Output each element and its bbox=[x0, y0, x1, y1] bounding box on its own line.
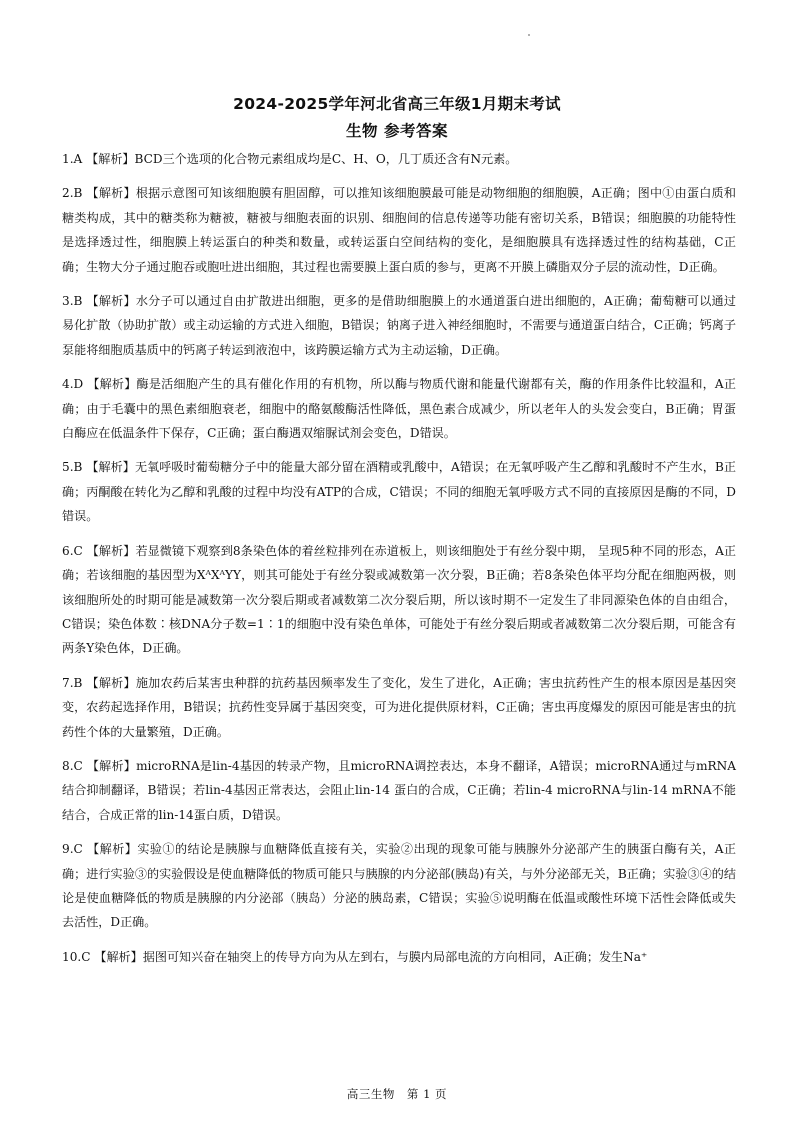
answer-number: 10.C bbox=[62, 949, 91, 964]
analysis-tag: 【解析】 bbox=[86, 186, 136, 201]
answer-text: 根据示意图可知该细胞膜有胆固醇，可以推知该细胞膜最可能是动物细胞的细胞膜，A正确；图中①由蛋白质和糖类构成，其中的糖类称为糖被，糖被与细胞表面的识别、细胞间的信息传递等功能有密切关系，B错误；细胞膜的功能特性是选择透过性，细胞膜上转运蛋白的种类和数量，或转运蛋白空间结构的变化，是细胞膜具有选择透过性的结构基础，C正确；生物大分子通过胞吞或胞吐进出细胞，其过程也需要膜上蛋白质的参与，更离不开膜上磷脂双分子层的流动性，D正确。 bbox=[62, 186, 736, 274]
answer-number: 3.B bbox=[62, 294, 83, 309]
page-footer: 高三生物 第 1 页 bbox=[346, 1087, 448, 1101]
answer-item bbox=[62, 147, 736, 171]
exam-title: 2024-2025学年河北省高三年级1月期末考试 bbox=[233, 95, 561, 113]
answer-text: 水分子可以通过自由扩散进出细胞，更多的是借助细胞膜上的水通道蛋白进出细胞的，A正确；葡萄糖可以通过易化扩散（协助扩散）或主动运输的方式进入细胞，B错误；钠离子进入神经细胞时，不需要与通道蛋白结合，C正确；钙离子泵能将细胞质基质中的钙离子转运到液泡中，该跨膜运输方式为主动运输，D正确。 bbox=[62, 294, 736, 357]
answer-number: 4.D bbox=[62, 377, 84, 392]
answer-item bbox=[62, 372, 736, 445]
answer-number: 1.A bbox=[62, 152, 83, 166]
answer-item bbox=[62, 754, 736, 827]
answer-text: 无氧呼吸时葡萄糖分子中的能量大部分留在酒精或乳酸中，A错误；在无氧呼吸产生乙醇和乳酸时不产生水，B正确；丙酮酸在转化为乙醇和乳酸的过程中均没有ATP的合成，C错误；不同的细胞无氧呼吸方式不同的直接原因是酶的不同，D错误。 bbox=[62, 460, 736, 524]
answer-text: 据图可知兴奋在轴突上的传导方向为从左到右，与膜内局部电流的方向相同，A正确；发生Na⁺ bbox=[142, 949, 648, 964]
analysis-tag: 【解析】 bbox=[87, 377, 137, 392]
answer-item bbox=[62, 671, 736, 744]
answer-item bbox=[62, 945, 736, 969]
answer-number: 5.B bbox=[62, 460, 83, 475]
answer-number: 7.B bbox=[62, 675, 83, 690]
analysis-tag: 【解析】 bbox=[86, 543, 136, 558]
scan-dot bbox=[528, 34, 530, 36]
analysis-tag: 【解析】 bbox=[86, 460, 135, 475]
answer-text: microRNA是lin-4基因的转录产物，且microRNA调控表达，本身不翻译，A错误；microRNA通过与mRNA结合抑制翻译，B错误；若lin-4基因正常表达，会阻止lin-14 蛋白的合成，C正确；若lin-4 microRNA与lin-14 mRNA不能结合，合成正常的lin-14蛋白质，D错误。 bbox=[62, 758, 736, 822]
analysis-tag: 【解析】 bbox=[87, 842, 138, 857]
answer-text: 若显微镜下观察到8条染色体的着丝粒排列在赤道板上，则该细胞处于有丝分裂中期， 呈现5种不同的形态，A正确；若该细胞的基因型为XᴬXᴬYY，则其可能处于有丝分裂或减数第一次分裂，B正确；若8条染色体平均分配在细胞两极，则该细胞所处的时期可能是减数第一次分裂后期或者减数第二次分裂后期，所以该时期不一定发生了非同源染色体的自由组合，C错误；染色体数∶核DNA分子数=1∶1的细胞中没有染色单体，可能处于有丝分裂后期或者减数第二次分裂后期，可能含有两条Y染色体，D正确。 bbox=[62, 543, 736, 656]
answer-number: 8.C bbox=[62, 758, 83, 773]
answer-item bbox=[62, 539, 736, 661]
answer-number: 2.B bbox=[62, 186, 83, 201]
answer-item bbox=[62, 181, 736, 279]
analysis-tag: 【解析】 bbox=[86, 152, 135, 166]
analysis-tag: 【解析】 bbox=[86, 675, 136, 690]
answer-text: 酶是活细胞产生的具有催化作用的有机物，所以酶与物质代谢和能量代谢都有关，酶的作用条件比较温和，A正确；由于毛囊中的黑色素细胞衰老，细胞中的酪氨酸酶活性降低，黑色素合成减少，所以老年人的头发会变白，B正确；胃蛋白酶应在低温条件下保存，C正确；蛋白酶遇双缩脲试剂会变色，D错误。 bbox=[62, 377, 736, 441]
analysis-tag: 【解析】 bbox=[86, 294, 136, 309]
answer-item bbox=[62, 837, 736, 935]
answer-item bbox=[62, 455, 736, 528]
answer-text: 实验①的结论是胰腺与血糖降低直接有关，实验②出现的现象可能与胰腺外分泌部产生的胰蛋白酶有关，A正确；进行实验③的实验假设是使血糖降低的物质可能只与胰腺的内分泌部(胰岛)有关，与外分泌部无关，B正确；实验③④的结论是使血糖降低的物质是胰腺的内分泌部（胰岛）分泌的胰岛素，C错误；实验⑤说明酶在低温或酸性环境下活性会降低或失去活性，D正确。 bbox=[62, 842, 736, 930]
answer-number: 9.C bbox=[62, 842, 83, 857]
answer-text: 施加农药后某害虫种群的抗药基因频率发生了变化，发生了进化，A正确；害虫抗药性产生的根本原因是基因突变，农药起选择作用，B错误；抗药性变异属于基因突变，可为进化提供原材料，C正确；害虫再度爆发的原因可能是害虫的抗药性个体的大量繁殖，D正确。 bbox=[62, 675, 736, 739]
analysis-tag: 【解析】 bbox=[86, 758, 137, 773]
answer-item bbox=[62, 289, 736, 362]
analysis-tag: 【解析】 bbox=[94, 949, 143, 964]
answer-key-subtitle: 生物 参考答案 bbox=[346, 122, 448, 140]
answer-text: BCD三个选项的化合物元素组成均是C、H、O，几丁质还含有N元素。 bbox=[134, 152, 518, 166]
answer-list bbox=[62, 147, 736, 974]
answer-number: 6.C bbox=[62, 543, 83, 558]
